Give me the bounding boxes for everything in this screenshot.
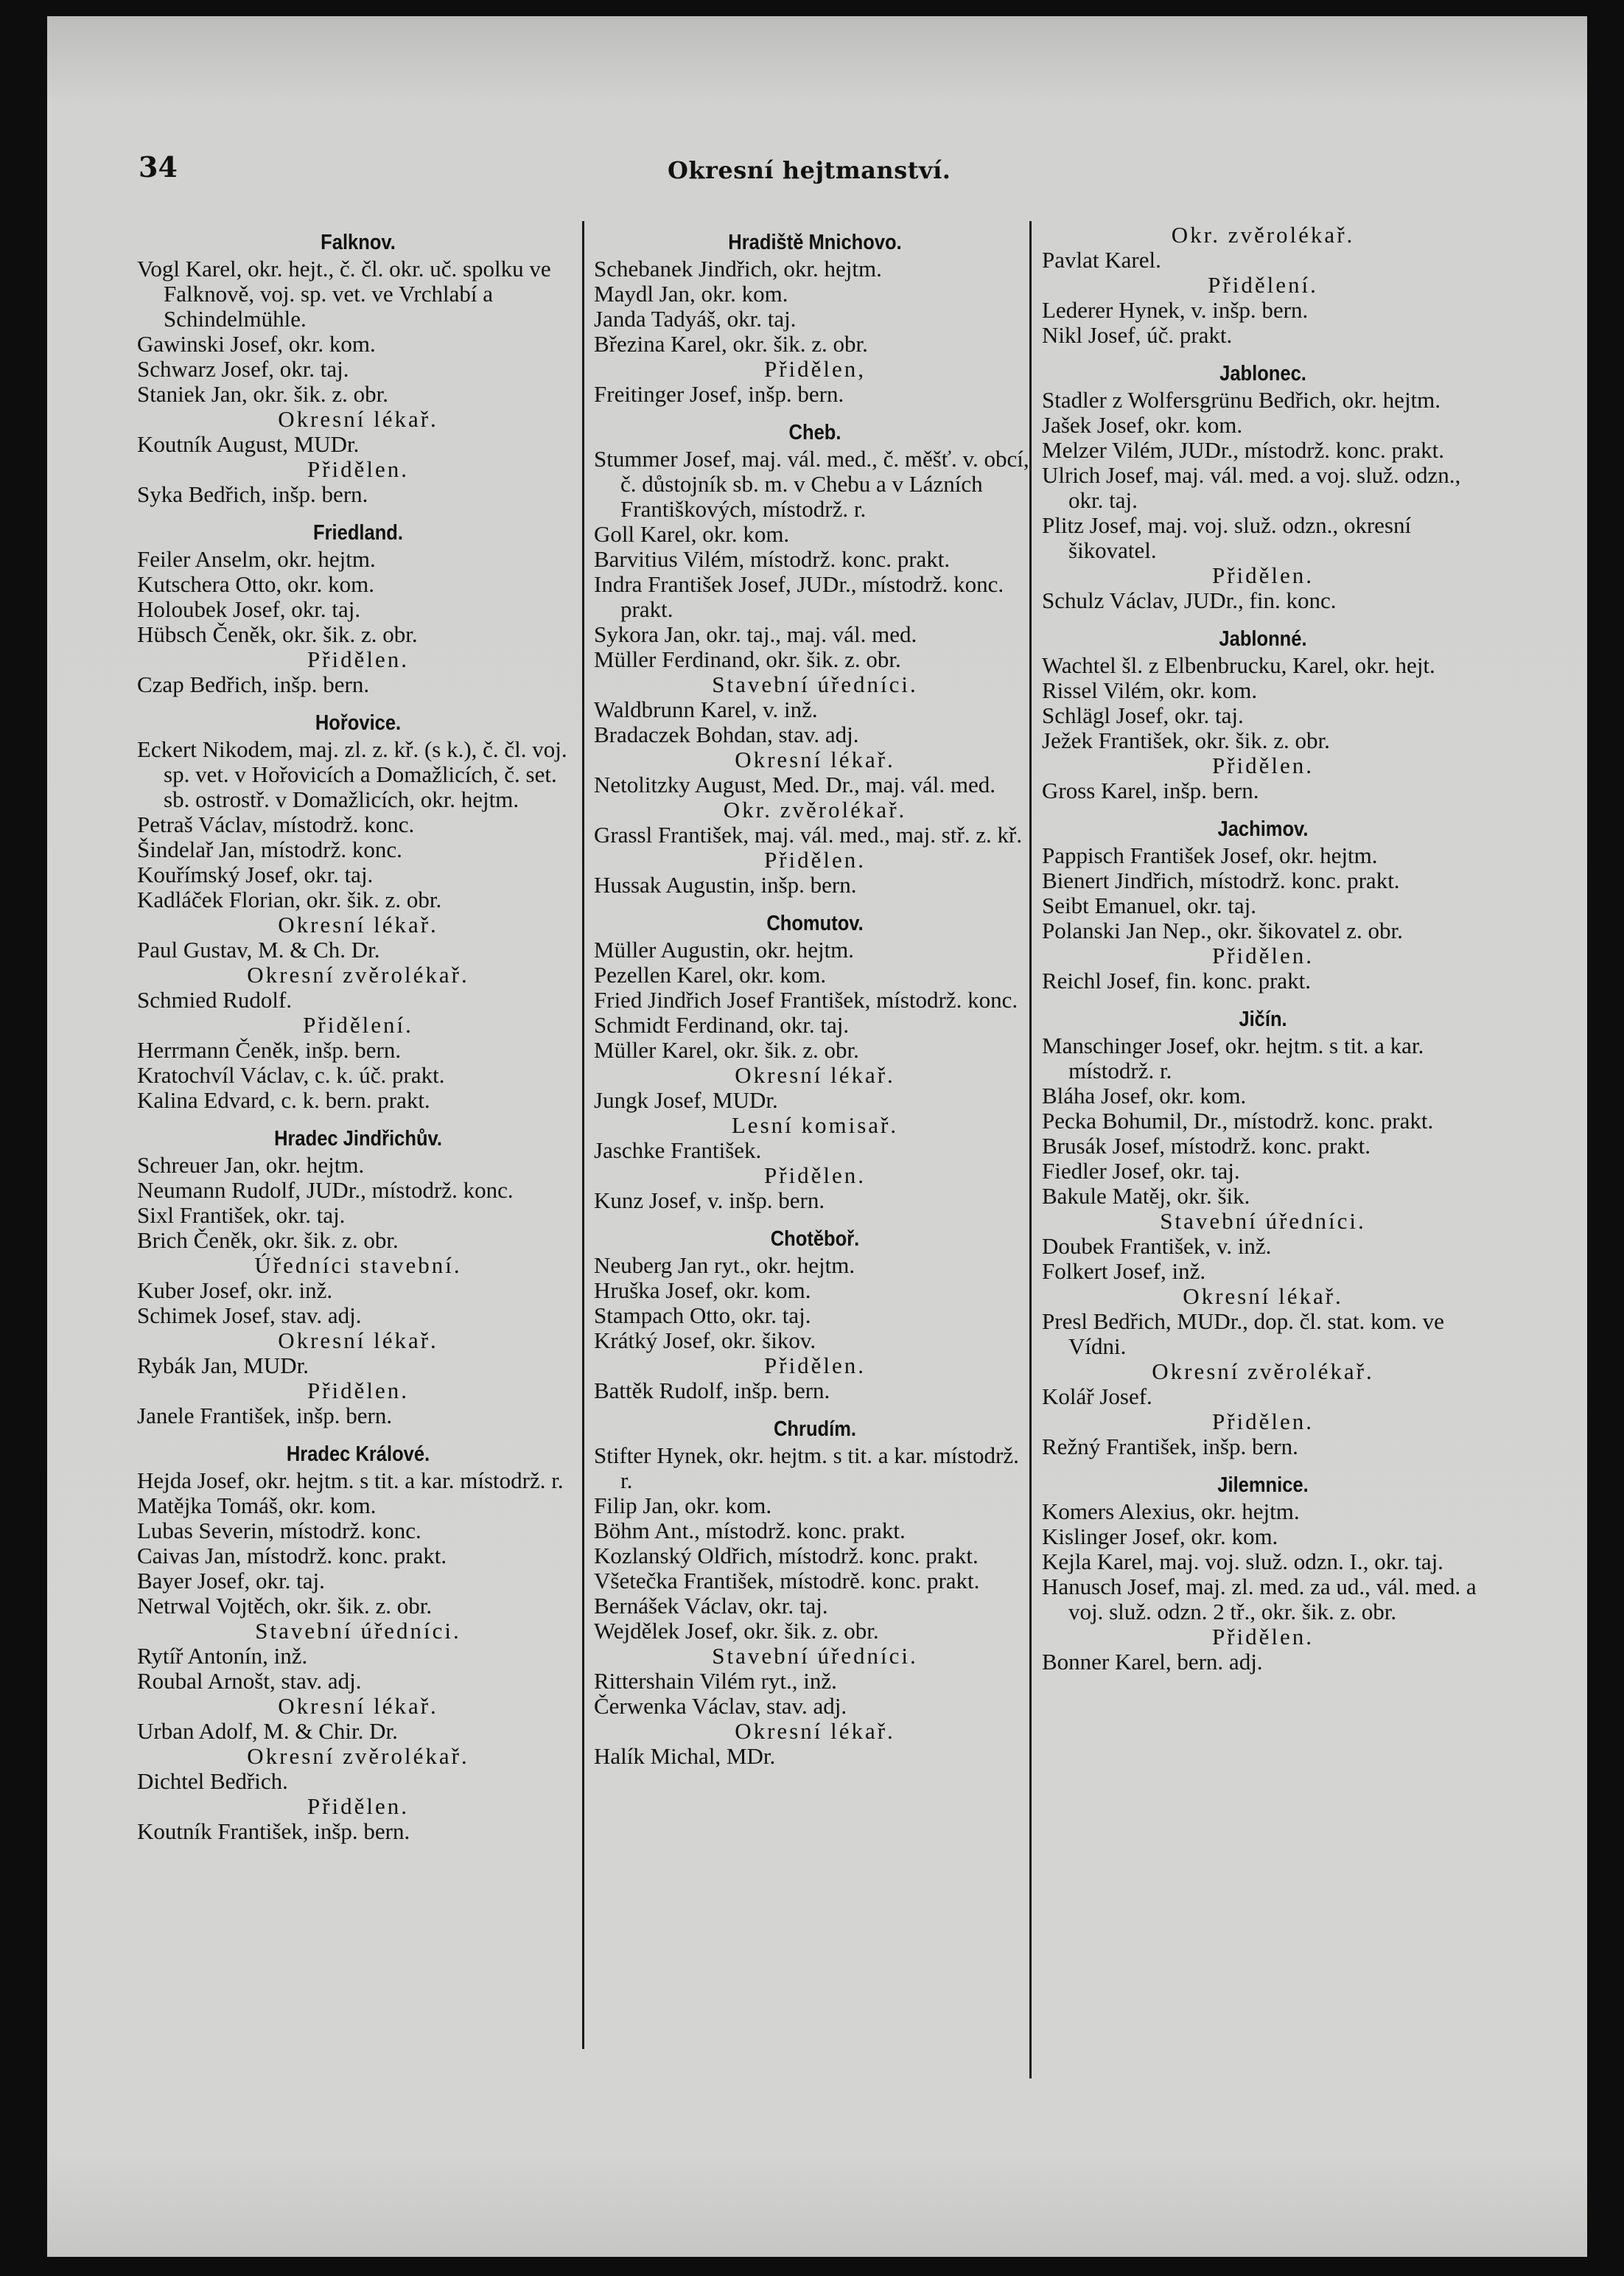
entry: Fiedler Josef, okr. taj. [1042,1158,1240,1184]
entry: Feiler Anselm, okr. hejtm. [137,546,376,572]
entry: Netrwal Vojtěch, okr. šik. z. obr. [137,1593,433,1619]
section-title: Friedland. [313,521,403,545]
entry: Březina Karel, okr. šik. z. obr. [594,331,868,357]
subheading: Okresní lékař. [1183,1283,1343,1309]
entry: Lubas Severin, místodrž. konc. [137,1518,421,1543]
entry: Plitz Josef, maj. voj. služ. odzn., okresní šikovatel. [1042,512,1412,563]
subheading: Přidělení. [1208,272,1318,298]
section-title: Cheb. [788,421,841,444]
entry: Rissel Vilém, okr. kom. [1042,677,1258,703]
section-title: Chrudím. [773,1417,857,1441]
subheading: Přidělen, [763,356,867,382]
subheading: Úředníci stavební. [254,1252,462,1278]
entry: Janda Tadyáš, okr. taj. [594,306,797,332]
entry: Barvitius Vilém, místodrž. konc. prakt. [594,546,951,572]
section-title: Jablonec. [1219,362,1306,385]
entry: Kratochvíl Václav, c. k. úč. prakt. [137,1062,445,1088]
entry: Paul Gustav, M. & Ch. Dr. [137,937,380,963]
section-title: Jilemnice. [1217,1473,1309,1497]
entry: Sykora Jan, okr. taj., maj. vál. med. [594,621,917,647]
entry: Pappisch František Josef, okr. hejtm. [1042,842,1378,868]
entry: Stadler z Wolfersgrünu Bedřich, okr. hejtm. [1042,387,1441,413]
subheading: Stavební úředníci. [1160,1208,1366,1234]
entry: Hübsch Čeněk, okr. šik. z. obr. [137,621,418,647]
entry: Čerwenka Václav, stav. adj. [594,1693,847,1719]
subheading: Okresní lékař. [735,1718,895,1744]
entry: Matějka Tomáš, okr. kom. [137,1493,377,1518]
subheading: Stavební úředníci. [255,1618,461,1644]
page-number: 34 [139,150,178,184]
entry: Filip Jan, okr. kom. [594,1493,772,1518]
subheading: Okresní lékař. [278,1327,438,1353]
entry: Staniek Jan, okr. šik. z. obr. [137,381,388,407]
entry: Ježek František, okr. šik. z. obr. [1042,727,1330,753]
subheading: Přidělen. [763,1162,867,1188]
entry: Ulrich Josef, maj. vál. med. a voj. služ. odzn., okr. taj. [1042,462,1461,513]
entry: Polanski Jan Nep., okr. šikovatel z. obr. [1042,918,1403,943]
subheading: Přidělen. [763,1352,867,1378]
column-middle [594,223,1036,1769]
entry: Jungk Josef, MUDr. [594,1087,778,1113]
subheading: Okresní lékař. [735,1062,895,1088]
entry: Netolitzky August, Med. Dr., maj. vál. med. [594,772,996,797]
entry: Pezellen Karel, okr. kom. [594,962,827,988]
section-title: Chomutov. [766,912,864,935]
subheading: Přidělen. [307,456,410,482]
entry: Brich Čeněk, okr. šik. z. obr. [137,1227,399,1253]
running-head: Okresní hejtmanství. [668,156,951,184]
subheading: Okresní zvěrolékař. [247,1743,469,1769]
entry: Pecka Bohumil, Dr., místodrž. konc. prakt. [1042,1108,1434,1134]
subheading: Okresní lékař. [278,406,438,432]
entry: Koutník František, inšp. bern. [137,1818,410,1844]
section-title: Jablonné. [1219,627,1307,651]
entry: Jaschke František. [594,1137,762,1163]
subheading: Stavební úředníci. [712,671,918,697]
entry: Bayer Josef, okr. taj. [137,1568,325,1593]
entry: Schreuer Jan, okr. hejtm. [137,1152,365,1178]
entry: Kozlanský Oldřich, místodrž. konc. prakt. [594,1543,979,1568]
subheading: Přidělen. [307,646,410,672]
entry: Kalina Edvard, c. k. bern. prakt. [137,1087,430,1113]
section-title: Hořovice. [315,711,402,735]
entry: Kuber Josef, okr. inž. [137,1277,333,1303]
entry: Dichtel Bedřich. [137,1768,288,1794]
entry: Krátký Josef, okr. šikov. [594,1327,816,1353]
entry: Goll Karel, okr. kom. [594,521,790,547]
subheading: Přidělen. [1211,562,1315,588]
entry: Grassl František, maj. vál. med., maj. stř. z. kř. [594,822,1023,848]
entry: Rytíř Antonín, inž. [137,1643,308,1669]
entry: Manschinger Josef, okr. hejtm. s tit. a kar. místodrž. r. [1042,1033,1424,1083]
entry: Jašek Josef, okr. kom. [1042,412,1243,438]
entry: Rybák Jan, MUDr. [137,1352,309,1378]
entry: Fried Jindřich Josef František, místodrž. konc. [594,987,1018,1013]
subheading: Přidělen. [763,847,867,873]
entry: Melzer Vilém, JUDr., místodrž. konc. prakt. [1042,437,1444,463]
entry: Kadláček Florian, okr. šik. z. obr. [137,887,442,912]
entry: Wejdělek Josef, okr. šik. z. obr. [594,1618,879,1644]
section-title: Jičín. [1239,1008,1287,1031]
entry: Vogl Karel, okr. hejt., č. čl. okr. uč. spolku ve Falknově, voj. sp. vet. ve Vrchlabí a Schindelmühle. [137,256,551,332]
entry: Folkert Josef, inž. [1042,1258,1206,1284]
subheading: Přidělen. [1211,1408,1315,1434]
entry: Neumann Rudolf, JUDr., místodrž. konc. [137,1177,514,1203]
entry: Koutník August, MUDr. [137,431,360,457]
entry: Bakule Matěj, okr. šik. [1042,1183,1250,1209]
subheading: Okresní lékař. [735,747,895,772]
entry: Gross Karel, inšp. bern. [1042,778,1259,803]
entry: Rittershain Vilém ryt., inž. [594,1668,837,1694]
subheading: Lesní komisař. [731,1112,899,1138]
subheading: Okresní zvěrolékař. [247,962,469,988]
subheading: Okr. zvěrolékař. [723,797,907,823]
section-title: Hradec Jindřichův. [274,1127,442,1151]
entry: Indra František Josef, JUDr., místodrž. konc. prakt. [594,571,1004,622]
entry: Eckert Nikodem, maj. zl. z. kř. (s k.), č. čl. voj. sp. vet. v Hořovicích a Domažlicích, č. set. sb. ostrostř. v Domažlicích, okr. hejtm. [137,736,567,812]
subheading: Přidělen. [307,1793,410,1819]
entry: Bonner Karel, bern. adj. [1042,1649,1263,1675]
section-title: Hradiště Mnichovo. [728,231,902,254]
entry: Stummer Josef, maj. vál. med., č. měšť. v. obcí, č. důstojník sb. m. v Chebu a v Lázních Františkových, místodrž. r. [594,446,1029,522]
subheading: Stavební úředníci. [712,1643,918,1669]
entry: Schmidt Ferdinand, okr. taj. [594,1012,850,1038]
entry: Bienert Jindřich, místodrž. konc. prakt. [1042,868,1400,893]
entry: Doubek František, v. inž. [1042,1233,1272,1259]
entry: Halík Michal, MDr. [594,1743,776,1769]
entry: Kutschera Otto, okr. kom. [137,571,375,597]
entry: Kislinger Josef, okr. kom. [1042,1523,1278,1549]
entry: Hejda Josef, okr. hejtm. s tit. a kar. místodrž. r. [137,1467,564,1493]
entry: Neuberg Jan ryt., okr. hejtm. [594,1252,855,1278]
entry: Stifter Hynek, okr. hejtm. s tit. a kar. místodrž. r. [594,1442,1019,1493]
entry: Kunz Josef, v. inšp. bern. [594,1187,825,1213]
subheading: Okresní zvěrolékař. [1152,1358,1374,1384]
entry: Nikl Josef, úč. prakt. [1042,322,1233,348]
section-title: Jachimov. [1217,817,1309,841]
subheading: Okresní lékař. [278,912,438,938]
section-title: Chotěboř. [770,1227,860,1251]
book-page [47,16,1587,2257]
entry: Müller Karel, okr. šik. z. obr. [594,1037,859,1063]
subheading: Přidělení. [303,1012,413,1038]
entry: Battěk Rudolf, inšp. bern. [594,1378,830,1403]
entry: Petraš Václav, místodrž. konc. [137,811,415,837]
entry: Seibt Emanuel, okr. taj. [1042,893,1257,918]
entry: Hanusch Josef, maj. zl. med. za ud., vál. med. a voj. služ. odzn. 2 tř., okr. šik. z. obr. [1042,1574,1477,1624]
entry: Hruška Josef, okr. kom. [594,1277,811,1303]
column-divider-1 [582,221,584,2049]
column-left [137,223,579,1844]
entry: Sixl František, okr. taj. [137,1202,346,1228]
entry: Bernášek Václav, okr. taj. [594,1593,828,1619]
entry: Böhm Ant., místodrž. konc. prakt. [594,1518,906,1543]
entry: Schebanek Jindřich, okr. hejtm. [594,256,882,282]
entry: Syka Bedřich, inšp. bern. [137,481,368,507]
entry: Urban Adolf, M. & Chir. Dr. [137,1718,398,1744]
entry: Pavlat Karel. [1042,247,1161,273]
entry: Stampach Otto, okr. taj. [594,1302,811,1328]
subheading: Přidělen. [1211,753,1315,778]
subheading: Přidělen. [1211,1624,1315,1650]
subheading: Okr. zvěrolékař. [1171,222,1355,248]
entry: Šindelař Jan, místodrž. konc. [137,837,402,862]
entry: Herrmann Čeněk, inšp. bern. [137,1037,402,1063]
entry: Bláha Josef, okr. kom. [1042,1083,1247,1109]
entry: Caivas Jan, místodrž. konc. prakt. [137,1543,447,1568]
entry: Schmied Rudolf. [137,987,293,1013]
subheading: Přidělen. [1211,943,1315,968]
entry: Schlägl Josef, okr. taj. [1042,702,1244,728]
entry: Janele František, inšp. bern. [137,1403,393,1428]
entry: Schimek Josef, stav. adj. [137,1302,362,1328]
entry: Roubal Arnošt, stav. adj. [137,1668,362,1694]
entry: Hussak Augustin, inšp. bern. [594,872,857,898]
entry: Maydl Jan, okr. kom. [594,281,788,307]
subheading: Okresní lékař. [278,1693,438,1719]
entry: Bradaczek Bohdan, stav. adj. [594,722,859,747]
entry: Lederer Hynek, v. inšp. bern. [1042,297,1309,323]
entry: Kouřímský Josef, okr. taj. [137,862,374,887]
entry: Holoubek Josef, okr. taj. [137,596,361,622]
entry: Waldbrunn Karel, v. inž. [594,697,818,722]
entry: Wachtel šl. z Elbenbrucku, Karel, okr. hejt. [1042,652,1435,678]
entry: Gawinski Josef, okr. kom. [137,331,376,357]
entry: Kejla Karel, maj. voj. služ. odzn. I., okr. taj. [1042,1549,1443,1574]
subheading: Přidělen. [307,1378,410,1403]
entry: Režný František, inšp. bern. [1042,1434,1298,1459]
entry: Brusák Josef, místodrž. konc. prakt. [1042,1133,1371,1159]
entry: Reichl Josef, fin. konc. prakt. [1042,968,1312,994]
entry: Presl Bedřich, MUDr., dop. čl. stat. kom. ve Vídni. [1042,1308,1444,1359]
entry: Freitinger Josef, inšp. bern. [594,381,844,407]
entry: Schwarz Josef, okr. taj. [137,356,349,382]
column-right [1042,223,1484,1675]
entry: Všetečka František, místodrě. konc. prakt. [594,1568,980,1593]
section-title: Hradec Králové. [286,1442,430,1466]
entry: Czap Bedřich, inšp. bern. [137,671,370,697]
entry: Schulz Václav, JUDr., fin. konc. [1042,587,1337,613]
entry: Müller Ferdinand, okr. šik. z. obr. [594,646,901,672]
section-title: Falknov. [321,231,396,254]
entry: Müller Augustin, okr. hejtm. [594,937,855,963]
entry: Komers Alexius, okr. hejtm. [1042,1498,1300,1524]
entry: Kolář Josef. [1042,1383,1152,1409]
